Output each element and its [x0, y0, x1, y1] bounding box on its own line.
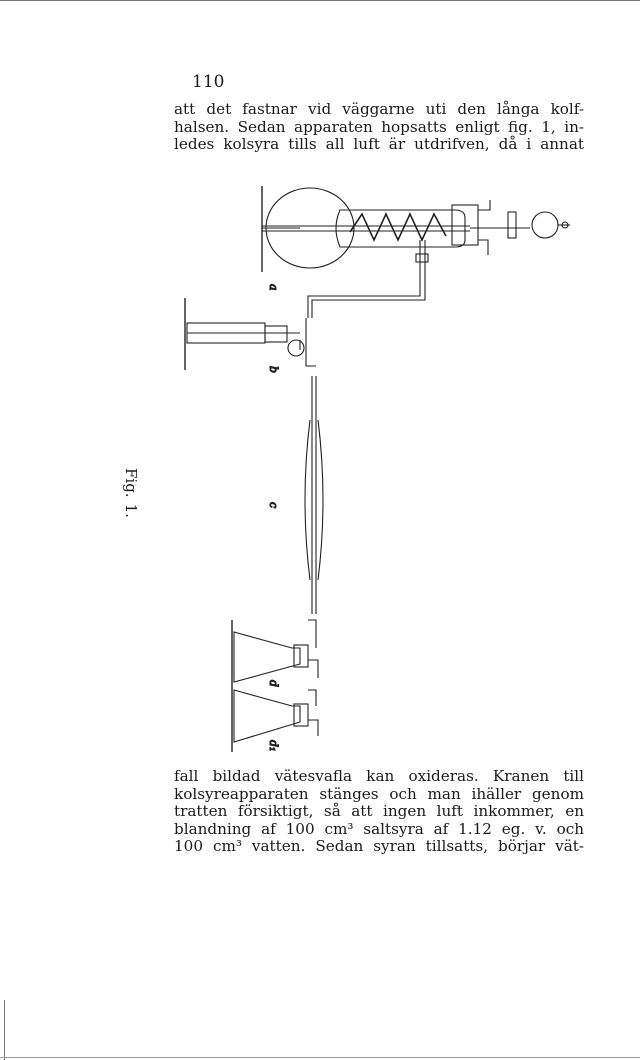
- label-d: d: [267, 680, 280, 688]
- scan-edge-top: [0, 0, 640, 1]
- text-line: fall bildad vätesvafla kan oxideras. Kranen till: [174, 767, 584, 785]
- scan-edge-bottom: [0, 1057, 640, 1058]
- tube-assembly-b: [185, 298, 316, 370]
- label-b: b: [267, 366, 280, 374]
- flask-d1: [234, 690, 318, 742]
- text-line: kolsyreapparaten stänges och man ihäller genom: [174, 784, 584, 803]
- figure-caption-number: 1.: [122, 503, 140, 518]
- text-line: halsen. Sedan apparaten hopsatts enligt fig. 1, in-: [174, 117, 584, 136]
- label-d1: d₁: [267, 740, 280, 752]
- text-line: tratten försiktigt, så att ingen luft inkommer, en: [174, 802, 584, 821]
- label-c: c: [267, 502, 280, 509]
- long-tube-c: [305, 376, 323, 614]
- text-line: att det fastnar vid väggarne uti den långa kolf-: [174, 100, 584, 118]
- text-line: blandning af 100 cm³ saltsyra af 1.12 eg. v. och: [174, 819, 584, 838]
- flask-assembly-a: [262, 186, 570, 318]
- paragraph-bottom: [174, 768, 584, 856]
- figure-caption-word: Fig.: [122, 468, 140, 498]
- label-a: a: [267, 284, 280, 291]
- page-number: 110: [192, 72, 225, 92]
- text-line: 100 cm³ vatten. Sedan syran tillsatts, börjar vät-: [174, 837, 584, 856]
- scan-edge-left: [4, 1000, 5, 1060]
- text-line: ledes kolsyra tills all luft är utdrifven, då i annat: [174, 135, 584, 154]
